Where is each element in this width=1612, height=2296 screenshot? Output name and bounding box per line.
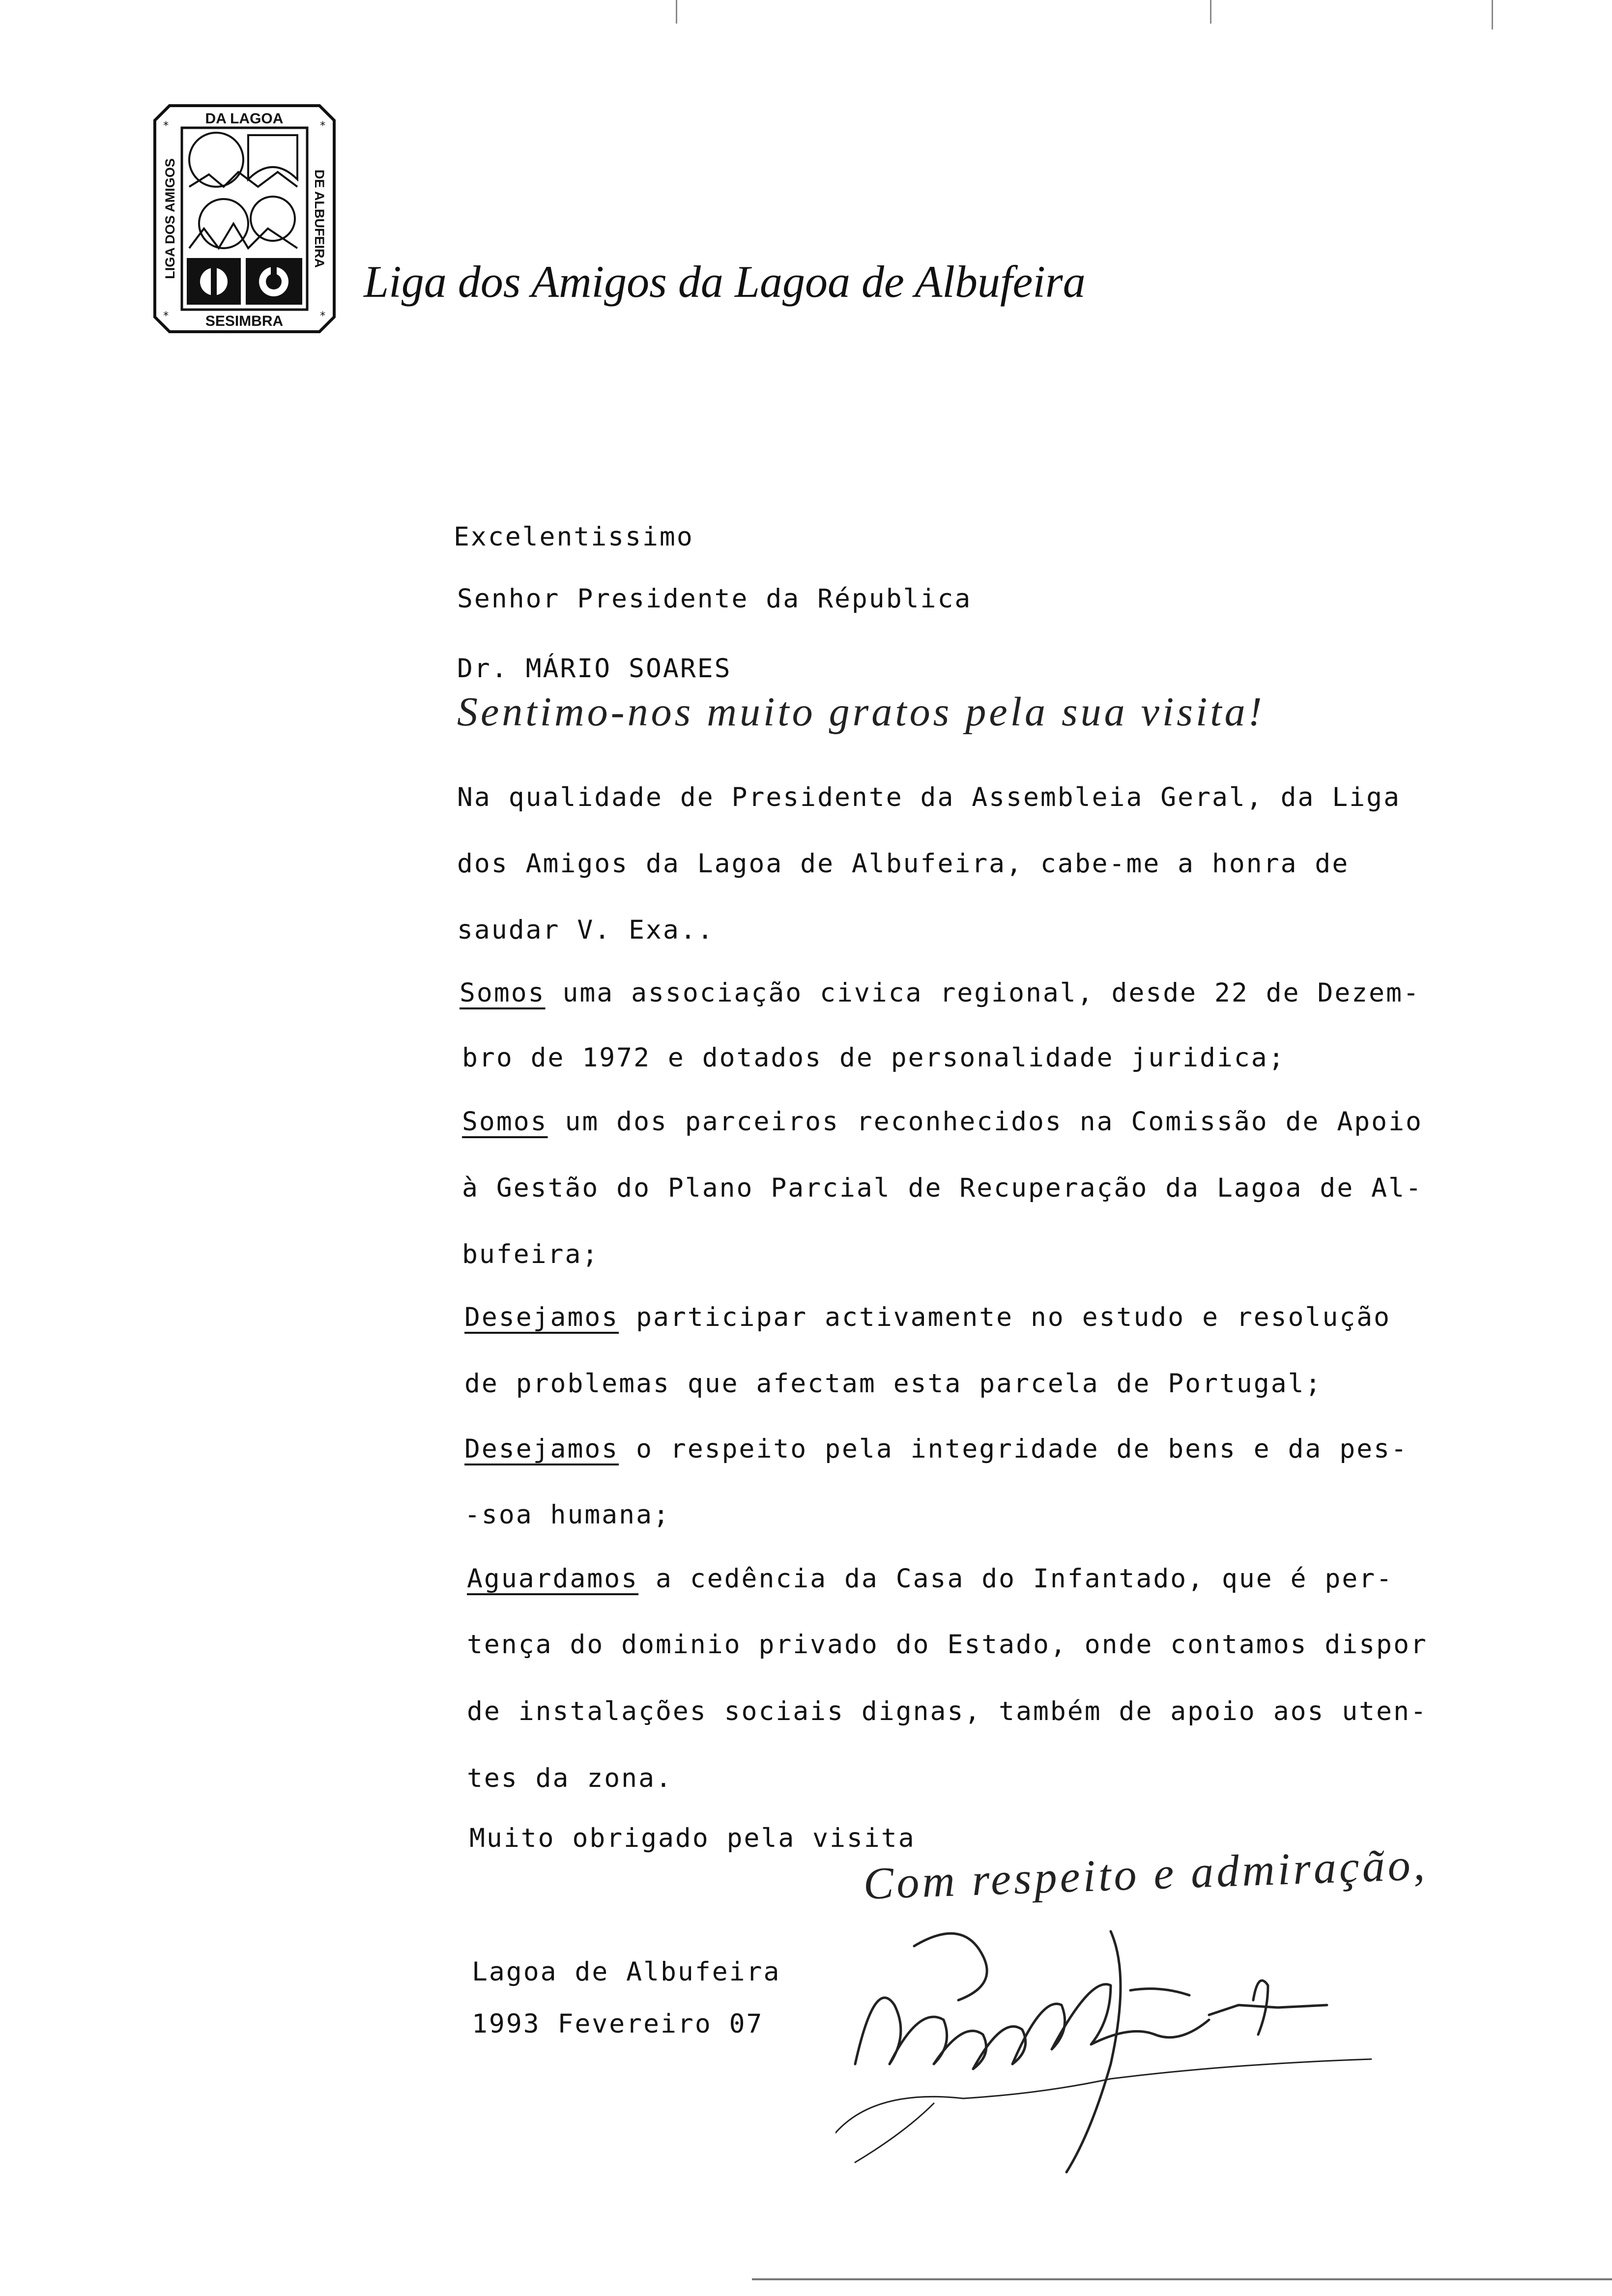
body-line: bro de 1972 e dotados de personalidade juridica; [462,1043,1286,1073]
place: Lagoa de Albufeira [472,1957,781,1987]
handwritten-note: Sentimo-nos muito gratos pela sua visita! [457,689,1265,735]
svg-text:*: * [163,310,170,322]
body-line: bufeira; [462,1239,600,1269]
underlined-keyword: Desejamos [464,1434,619,1464]
logo-left-text: LIGA DOS AMIGOS [163,158,177,279]
body-line: -soa humana; [464,1500,670,1530]
underlined-keyword: Aguardamos [467,1564,639,1594]
addressee-line: Dr. MÁRIO SOARES [457,654,732,684]
body-line: tença do dominio privado do Estado, onde contamos dispor [467,1630,1428,1660]
underlined-keyword: Somos [462,1107,548,1137]
body-line: saudar V. Exa.. [457,915,715,945]
scan-mark [1492,0,1493,29]
closing-line: Muito obrigado pela visita [469,1823,916,1853]
scan-mark [676,0,677,24]
body-line: tes da zona. [467,1763,673,1793]
logo-top-text: DA LAGOA [205,111,284,127]
date: 1993 Fevereiro 07 [472,2009,764,2039]
paragraph-first-line [460,978,1420,1008]
paragraph-first-line [464,1434,1408,1464]
svg-text:*: * [163,120,170,132]
line-text: participar activamente no estudo e resolução [619,1302,1391,1332]
scan-mark [1210,0,1211,24]
handwritten-closing: Com respeito e admiração, [863,1838,1429,1909]
logo-bottom-text: SESIMBRA [205,313,284,329]
line-text: uma associação civica regional, desde 22 de Dezem- [545,978,1420,1008]
paragraph-first-line [464,1302,1391,1332]
scan-edge-line [752,2278,1612,2280]
underlined-keyword: Desejamos [464,1302,619,1332]
line-text: a cedência da Casa do Infantado, que é per- [638,1564,1394,1594]
line-text: um dos parceiros reconhecidos na Comissão de Apoio [547,1107,1423,1137]
svg-text:*: * [319,310,326,322]
organization-name: Liga dos Amigos da Lagoa de Albufeira [364,257,1086,307]
paragraph-first-line [467,1564,1393,1594]
addressee-line: Senhor Presidente da Républica [457,584,972,614]
body-line: à Gestão do Plano Parcial de Recuperação da Lagoa de Al- [462,1173,1423,1203]
line-text: o respeito pela integridade de bens e da pes- [619,1434,1408,1464]
body-line: de problemas que afectam esta parcela de Portugal; [464,1369,1323,1399]
logo-right-text: DE ALBUFEIRA [312,170,327,268]
svg-text:*: * [319,120,326,132]
signature [835,1858,1514,2177]
body-line: Na qualidade de Presidente da Assembleia Geral, da Liga [457,782,1401,812]
body-line: de instalações sociais dignas, também de apoio aos uten- [467,1696,1428,1726]
organization-logo [150,101,339,337]
underlined-keyword: Somos [460,978,546,1008]
paragraph-first-line [462,1107,1423,1137]
addressee-line: Excelentissimo [454,522,694,552]
body-line: dos Amigos da Lagoa de Albufeira, cabe-me a honra de [457,849,1350,879]
